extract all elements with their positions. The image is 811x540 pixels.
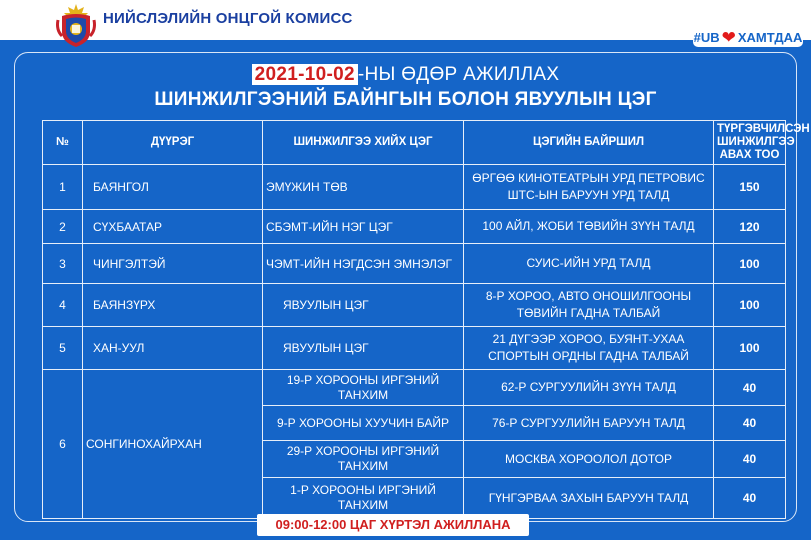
table-row [43, 327, 786, 370]
row-quantity: 120 [714, 210, 786, 244]
row-district: БАЯНГОЛ [83, 165, 263, 210]
row-location: ӨРГӨӨ КИНОТЕАТРЫН УРД ПЕТРОВИС ШТС-ЫН БАРУУН УРД ТАЛД [464, 165, 714, 210]
row-number: 1 [43, 165, 83, 210]
row-point: ЯВУУЛЫН ЦЭГ [263, 327, 464, 370]
header-district: ДҮҮРЭГ [83, 121, 263, 165]
table-row [43, 244, 786, 284]
table-row [43, 370, 786, 406]
row-point: ЭМҮЖИН ТӨВ [263, 165, 464, 210]
row-point: СБЭМТ-ИЙН НЭГ ЦЭГ [263, 210, 464, 244]
row-district: СОНГИНОХАЙРХАН [83, 370, 263, 519]
row-district: ЧИНГЭЛТЭЙ [83, 244, 263, 284]
table-row [43, 165, 786, 210]
row-location: МОСКВА ХОРООЛОЛ ДОТОР [464, 441, 714, 478]
heart-icon: ❤ [721, 27, 736, 47]
row-number: 4 [43, 284, 83, 327]
title-line-2: ШИНЖИЛГЭЭНИЙ БАЙНГЫН БОЛОН ЯВУУЛЫН ЦЭГ [154, 89, 657, 110]
row-quantity: 40 [714, 406, 786, 441]
row-location: ГҮНГЭРВАА ЗАХЫН БАРУУН ТАЛД [464, 478, 714, 519]
title-line-1 [0, 64, 811, 86]
row-number: 5 [43, 327, 83, 370]
row-number: 6 [43, 370, 83, 519]
row-quantity: 100 [714, 327, 786, 370]
row-location: СУИС-ИЙН УРД ТАЛД [464, 244, 714, 284]
header-quantity: ТҮРГЭВЧИЛСЭН ШИНЖИЛГЭЭ АВАХ ТОО [714, 121, 786, 165]
table-header-row [43, 121, 786, 165]
row-point: 19-Р ХОРООНЫ ИРГЭНИЙ ТАНХИМ [263, 370, 464, 406]
row-district: СҮХБААТАР [83, 210, 263, 244]
emblem-icon [55, 2, 97, 48]
row-location: 76-Р СУРГУУЛИЙН БАРУУН ТАЛД [464, 406, 714, 441]
header-location: ЦЭГИЙН БАЙРШИЛ [464, 121, 714, 165]
table-row [43, 210, 786, 244]
table-row [43, 284, 786, 327]
row-number: 3 [43, 244, 83, 284]
row-quantity: 100 [714, 244, 786, 284]
badge-tag: #UB [693, 29, 720, 45]
badge-word: ХАМТДАА [737, 29, 803, 45]
testing-points-table [42, 120, 810, 519]
org-name: НИЙСЛЭЛИЙН ОНЦГОЙ КОМИСС [103, 10, 353, 27]
row-quantity: 40 [714, 370, 786, 406]
header-number: № [43, 121, 83, 165]
title-line-1-rest: -НЫ ӨДӨР АЖИЛЛАХ [357, 64, 560, 85]
row-location: 62-Р СУРГУУЛИЙН ЗҮҮН ТАЛД [464, 370, 714, 406]
row-location: 21 ДҮГЭЭР ХОРОО, БУЯНТ-УХАА СПОРТЫН ОРДНЫ ГАДНА ТАЛБАЙ [464, 327, 714, 370]
row-location: 8-Р ХОРОО, АВТО ОНОШИЛГООНЫ ТӨВИЙН ГАДНА ТАЛБАЙ [464, 284, 714, 327]
row-location: 100 АЙЛ, ЖОБИ ТӨВИЙН ЗҮҮН ТАЛД [464, 210, 714, 244]
row-district: БАЯНЗҮРХ [83, 284, 263, 327]
row-quantity: 40 [714, 478, 786, 519]
hashtag-badge [693, 27, 803, 47]
row-point: 1-Р ХОРООНЫ ИРГЭНИЙ ТАНХИМ [263, 478, 464, 519]
title-date: 2021-10-02 [252, 64, 358, 85]
row-point: 9-Р ХОРООНЫ ХУУЧИН БАЙР [263, 406, 464, 441]
row-point: ЯВУУЛЫН ЦЭГ [263, 284, 464, 327]
row-point: ЧЭМТ-ИЙН НЭГДСЭН ЭМНЭЛЭГ [263, 244, 464, 284]
row-quantity: 100 [714, 284, 786, 327]
header-point: ШИНЖИЛГЭЭ ХИЙХ ЦЭГ [263, 121, 464, 165]
row-district: ХАН-УУЛ [83, 327, 263, 370]
working-hours-banner: 09:00-12:00 ЦАГ ХҮРТЭЛ АЖИЛЛАНА [257, 514, 529, 536]
row-quantity: 150 [714, 165, 786, 210]
row-quantity: 40 [714, 441, 786, 478]
row-number: 2 [43, 210, 83, 244]
row-point: 29-Р ХОРООНЫ ИРГЭНИЙ ТАНХИМ [263, 441, 464, 478]
